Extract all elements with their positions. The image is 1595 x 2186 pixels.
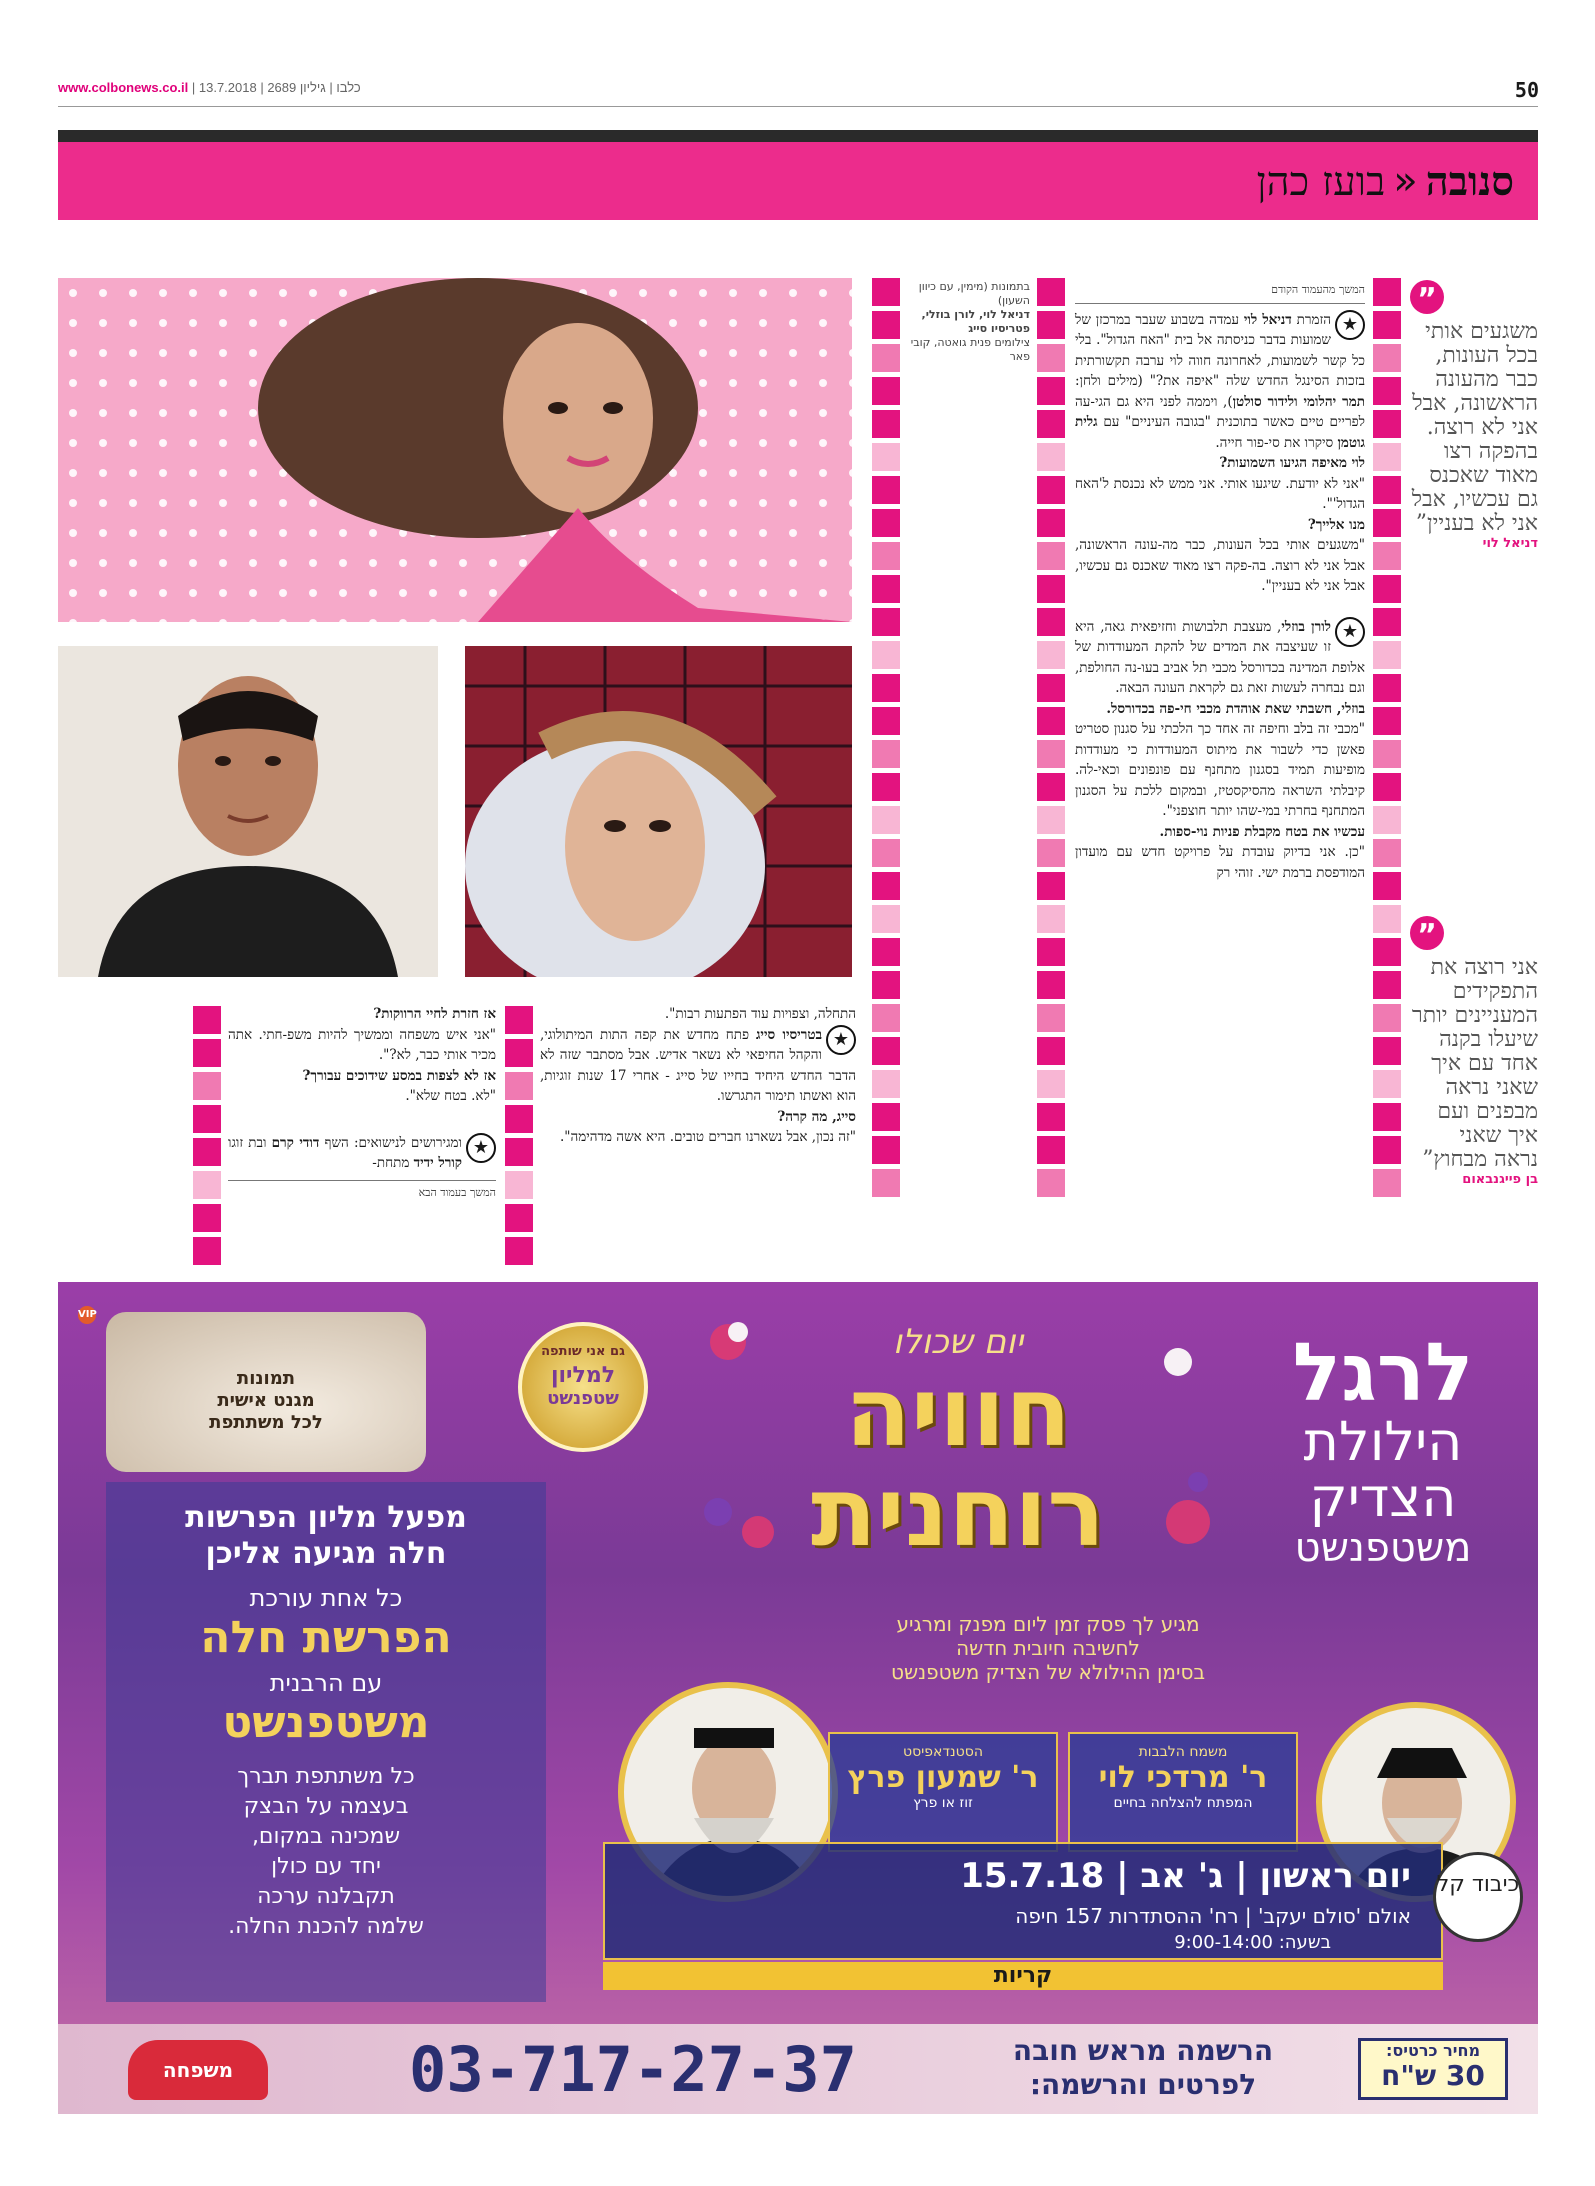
strip-marker — [193, 1237, 221, 1265]
strip-marker — [1373, 608, 1401, 636]
panel-line: עם הרבנית — [269, 1669, 383, 1697]
strip-marker — [1037, 1169, 1065, 1197]
ad-event-intro — [1258, 1326, 1508, 1571]
strip-marker — [872, 938, 900, 966]
vip-text: VIP — [78, 1306, 96, 1324]
panel-title: חלה מגיעה אליכן — [205, 1536, 447, 1571]
event-details-box — [603, 1842, 1443, 1960]
strip-marker — [872, 905, 900, 933]
strip-marker — [1373, 1136, 1401, 1164]
strip-marker — [872, 1070, 900, 1098]
quote-text: אני רוצה את התפקידים המעניינים יותר שיעלו בקנה אחד עם איך שאני נראה מבפנים ועם איך שאני נראה מבחוץ” — [1411, 955, 1538, 1172]
photo-illustration — [58, 646, 438, 977]
price-value: 30 ש"ח — [1381, 2059, 1485, 2092]
speaker-role: הסטנדאפיסט — [903, 1744, 983, 1760]
strip-marker — [1037, 938, 1065, 966]
panel-body-line: שמכינה במקום, — [251, 1824, 401, 1849]
panel-body-line: תקבלנה ערכה — [257, 1884, 395, 1909]
quote-text: משגעים אותי בכל העונות, כבר מהעונה הראשונה, אבל אני לא רוצה. בהפקה רצו מאוד שאכנס גם עכשיו, אבל אני לא בעניין” — [1411, 319, 1538, 536]
image-caption: מגנט אישית — [217, 1390, 315, 1411]
speaker-role: משמח הלבבות — [1138, 1744, 1228, 1760]
issue-number: גיליון 2689 — [267, 80, 326, 95]
strip-marker — [872, 971, 900, 999]
strip-marker — [1373, 1103, 1401, 1131]
strip-marker — [1373, 344, 1401, 372]
strip-marker — [1037, 443, 1065, 471]
paragraph-krem: ★ ומגירושים לנישואים: השף דודי קרם ובת זוגו קורל ידיד מתחת- — [228, 1133, 496, 1174]
strip-marker — [193, 1072, 221, 1100]
strip-marker — [1037, 806, 1065, 834]
strip-marker — [1037, 509, 1065, 537]
strip-marker — [1037, 641, 1065, 669]
strip-marker — [872, 839, 900, 867]
answer: "אני איש משפחה וממשיך להיות משפ-חתי. אתה מכיר אותי כבר, לא?". — [228, 1026, 496, 1063]
tagline-line: לחשיבה חיובית חדשה — [956, 1636, 1140, 1660]
ad-subtitle: הילולת — [1303, 1410, 1463, 1473]
strip-marker — [193, 1138, 221, 1166]
tagline-line: מגיע לך פסק זמן ליום מפנק ומרגיע — [896, 1612, 1200, 1636]
registration-line: הרשמה מראש חובה — [1012, 2034, 1274, 2067]
strip-marker — [193, 1006, 221, 1034]
strip-marker — [1373, 806, 1401, 834]
answer: התחלה, וצפויות עוד הפתעות רבות". — [664, 1006, 856, 1022]
section-banner — [58, 142, 1538, 220]
image-caption: לכל משתתפת — [209, 1412, 323, 1433]
photo-illustration — [465, 646, 852, 977]
strip-marker — [872, 707, 900, 735]
question: סייג, מה קרה? — [777, 1108, 856, 1125]
strip-marker — [872, 278, 900, 306]
strip-marker — [1037, 377, 1065, 405]
panel-title: מפעל מליון הפרשות — [185, 1500, 467, 1535]
panel-body-line: שלמה להכנת החלה. — [228, 1914, 424, 1939]
photo-patricio-saig — [58, 646, 438, 977]
strip-marker — [1037, 1037, 1065, 1065]
panel-line: כל אחת עורכת — [249, 1584, 403, 1612]
panel-body-line: יחד עם כולן — [271, 1854, 381, 1879]
strip-marker — [1037, 707, 1065, 735]
answer: "אני לא יודעת. שיגעו אותי. אני ממש לא נכנסת ל'האח הגדול'". — [1075, 475, 1365, 512]
photo-illustration — [58, 278, 852, 622]
vip-badge — [78, 1306, 100, 1327]
speaker-name: ר' מרדכי לוי — [1098, 1760, 1268, 1795]
strip-marker — [1037, 344, 1065, 372]
price-box — [1358, 2038, 1508, 2100]
panel-body-line: כל משתתפת תברך — [237, 1764, 415, 1789]
strip-marker — [1373, 1070, 1401, 1098]
strip-marker — [1373, 674, 1401, 702]
seal-text: שטפנשט — [547, 1388, 619, 1409]
strip-marker — [1373, 1004, 1401, 1032]
quote-mark-icon: ” — [1410, 916, 1444, 950]
strip-marker — [1373, 443, 1401, 471]
strip-marker — [1037, 542, 1065, 570]
strip-marker — [1373, 641, 1401, 669]
panel-highlight: הפרשת חלה — [200, 1612, 452, 1663]
event-venue: אולם 'סולם יעקב' | רח' ההסתדרות 157 חיפה — [1015, 1904, 1411, 1928]
answer: "כן. אני בדיוק עובדת על פרויקט חדש עם מועדון המודפסת ברמת ישי. זוהי רק — [1075, 844, 1365, 881]
article-column-3 — [228, 1004, 496, 1203]
strip-marker — [505, 1237, 533, 1265]
region-bar: קריות — [603, 1962, 1443, 1990]
speaker-name: ר' שמעון פרץ — [847, 1760, 1039, 1795]
question: מנו אלייך? — [1307, 516, 1365, 533]
strip-marker — [1373, 905, 1401, 933]
pink-strip-right — [1373, 278, 1401, 1202]
strip-marker — [872, 542, 900, 570]
pull-quote-2 — [1410, 916, 1538, 1187]
strip-marker — [505, 1105, 533, 1133]
panel-body — [106, 1762, 546, 1942]
strip-marker — [1373, 377, 1401, 405]
ad-day-label: יום שכולו — [892, 1322, 1024, 1362]
question: אז חזרת לחיי הרווקות? — [373, 1006, 496, 1022]
pink-strip-col2 — [505, 1006, 533, 1270]
strip-marker — [193, 1171, 221, 1199]
paragraph-levy: ★ הזמרת דניאל לוי עמדה בשבוע שעבר במרכזן של שמועות בדבר כניסתה אל בית "האח הגדול". בלי כל קשר לשמועות, לאחרונה חווה לוי ערבה תקשורתית בזכות הסינגל החדש שלה "איפה את?" (מילים ולחן: תמר יהלומי ולידור סולטן), ויממה לפני היא גם הגי-עה לפריים טיים כאשר בתוכנית "בגובה העיניים" עם גלית גוטמן סיקרו את סי-פור חייה. — [1075, 311, 1365, 451]
strip-marker — [872, 575, 900, 603]
image-caption: תמונות — [236, 1368, 296, 1389]
strip-marker — [505, 1072, 533, 1100]
advertisement — [58, 1282, 1538, 2114]
speaker1-card — [1068, 1732, 1298, 1852]
credits-line: צילומים פנית גואטה, קובי פאר — [910, 336, 1030, 363]
author-name: בועז כהן — [1256, 158, 1386, 205]
strip-marker — [1373, 476, 1401, 504]
answer: "משגעים אותי בכל העונות, כבר מה-עונה הראשונה, אבל אני לא רוצה. בה-פקה רצו מאוד שאכנס גם עכשיו, אבל אני לא בעניין". — [1075, 537, 1365, 594]
strip-marker — [1037, 575, 1065, 603]
credits-line: בתמונות (מימין, עם כיוון השעון) — [918, 280, 1030, 307]
strip-marker — [872, 1169, 900, 1197]
star-icon: ★ — [1335, 310, 1365, 340]
panel-body-line: בעצמה על הבצק — [243, 1794, 409, 1819]
site-url[interactable]: www.colbonews.co.il — [58, 80, 189, 95]
header-divider — [58, 106, 1538, 107]
strip-marker — [872, 1103, 900, 1131]
strip-marker — [505, 1039, 533, 1067]
strip-marker — [505, 1171, 533, 1199]
event-date: יום ראשון | ג' אב | 15.7.18 — [960, 1856, 1411, 1896]
answer: "זה נכון, אבל נשארנו חברים טובים. היא אשה מדהימה". — [559, 1129, 856, 1145]
strip-marker — [872, 344, 900, 372]
ad-seal — [518, 1322, 648, 1452]
article-column-1 — [1075, 280, 1365, 1240]
flour-image — [106, 1312, 426, 1472]
phone-number[interactable]: 03-717-27-37 — [409, 2033, 857, 2106]
strip-marker — [872, 641, 900, 669]
seal-text: גם אני שותפה — [541, 1344, 625, 1359]
star-icon: ★ — [466, 1133, 496, 1163]
credits-line: דניאל לוי, לורן בוזלי, פטריסיו סייג — [921, 308, 1030, 335]
question: בוזלי, חשבתי שאת אוהדת מכבי חי-פה בכדורסל. — [1106, 700, 1365, 717]
event-time: בשעה: 9:00-14:00 — [1174, 1932, 1331, 1953]
section-top-bar — [58, 130, 1538, 142]
strip-marker — [872, 311, 900, 339]
strip-marker — [1037, 839, 1065, 867]
strip-marker — [1037, 1103, 1065, 1131]
strip-marker — [1037, 872, 1065, 900]
speaker-sub: זוז או פרץ — [913, 1795, 973, 1811]
speaker-sub: המפתח להצלחה בחיים — [1113, 1795, 1253, 1811]
photo-daniel-levy — [58, 278, 852, 622]
strip-marker — [1037, 740, 1065, 768]
pink-strip-article — [1037, 278, 1065, 1202]
quote-attribution: דניאל לוי — [1482, 536, 1538, 551]
strip-marker — [1037, 674, 1065, 702]
quote-mark-icon: ” — [1410, 280, 1444, 314]
strip-marker — [505, 1204, 533, 1232]
strip-marker — [193, 1204, 221, 1232]
ad-title: לרגל — [1292, 1326, 1474, 1419]
strip-marker — [1373, 1169, 1401, 1197]
strip-marker — [872, 509, 900, 537]
page-number: 50 — [1514, 78, 1539, 102]
strip-marker — [1373, 707, 1401, 735]
registration-line: לפרטים והרשמה: — [1029, 2068, 1257, 2101]
pull-quote-1 — [1410, 280, 1538, 551]
logo: משפחה — [128, 2040, 268, 2100]
strip-marker — [872, 1037, 900, 1065]
strip-marker — [1373, 311, 1401, 339]
strip-marker — [1037, 1004, 1065, 1032]
speaker2-card — [828, 1732, 1058, 1852]
strip-marker — [1037, 971, 1065, 999]
ad-subtitle: משטפנשט — [1294, 1525, 1472, 1571]
strip-marker — [1373, 839, 1401, 867]
paragraph-saig: ★ בטריסיו סייג פתח מחדש את קפה התות המיתולוגי, והקהל החיפאי לא נשאר אדיש. אבל מסתבר שזה לא הדבר החדש היחיד בחייו של סייג - אחרי 17 שנות זוגיות, הוא ואשתו תימור התגרשו. — [540, 1026, 856, 1104]
strip-marker — [1037, 608, 1065, 636]
strip-marker — [1037, 410, 1065, 438]
strip-marker — [1373, 509, 1401, 537]
strip-marker — [505, 1006, 533, 1034]
strip-marker — [193, 1039, 221, 1067]
strip-marker — [872, 443, 900, 471]
strip-marker — [1373, 971, 1401, 999]
double-chevron-icon: « — [1393, 158, 1418, 204]
strip-marker — [1373, 1037, 1401, 1065]
strip-marker — [1037, 773, 1065, 801]
photo-lauren-bozli — [465, 646, 852, 977]
continued-from: המשך מהעמוד הקודם — [1075, 280, 1365, 304]
seal-text: למליון — [550, 1363, 616, 1388]
price-label: מחיר כרטיס: — [1385, 2041, 1481, 2060]
strip-marker — [872, 872, 900, 900]
site-header: www.colbonews.co.il | כלבו | גיליון 2689 | 13.7.2018 — [58, 80, 361, 95]
answer: "מכבי זה בלב וחיפה זה אחד כך הלכתי על סגנון סטריט פאשן כדי לשבור את מיתוס המעודדות כי מעודדות מופיעות תמיד בסגנון מתחנף עם פונפונים וכאי-לה. קיבלתי השראה מהסיקסטיז, ובמקום ללכת על הסגנון המתחנף בחרתי במי-שהו יותר חוצפני". — [1075, 721, 1365, 819]
pink-strip-photos — [872, 278, 900, 1202]
strip-marker — [1373, 872, 1401, 900]
registration-text — [948, 2034, 1338, 2102]
ad-subtitle: הצדיק — [1309, 1466, 1457, 1529]
ad-big-word: רוחנית — [810, 1456, 1106, 1568]
challah-panel — [106, 1482, 546, 2002]
ad-tagline — [838, 1612, 1258, 1684]
question: לוי מאיפה הגיעו השמועות? — [1219, 455, 1365, 471]
strip-marker — [872, 773, 900, 801]
strip-marker — [505, 1138, 533, 1166]
strip-marker — [1373, 938, 1401, 966]
question: עכשיו את בטח מקבלת פניות נוי-ספות. — [1159, 823, 1365, 840]
strip-marker — [872, 476, 900, 504]
article-column-2 — [540, 1004, 856, 1148]
strip-marker — [872, 1136, 900, 1164]
strip-marker — [872, 410, 900, 438]
strip-marker — [193, 1105, 221, 1133]
strip-marker — [872, 806, 900, 834]
strip-marker — [1373, 740, 1401, 768]
strip-marker — [872, 377, 900, 405]
strip-marker — [872, 1004, 900, 1032]
continued-to: המשך בעמוד הבא — [228, 1180, 496, 1204]
ad-big-word: חוויה — [844, 1356, 1072, 1468]
strip-marker — [1373, 773, 1401, 801]
strip-marker — [1373, 278, 1401, 306]
question: אז לא לצפות במסע שידוכים עבורך? — [302, 1067, 496, 1084]
quote-attribution: בן פייגנבאום — [1462, 1172, 1538, 1187]
strip-marker — [1373, 410, 1401, 438]
star-icon: ★ — [1335, 617, 1365, 647]
strip-marker — [1373, 575, 1401, 603]
brand-name: כלבו — [336, 80, 361, 95]
star-icon: ★ — [826, 1025, 856, 1055]
photo-credits — [910, 280, 1030, 364]
answer: "לא. בטח שלא". — [405, 1088, 496, 1104]
strip-marker — [1037, 278, 1065, 306]
strip-marker — [1037, 1136, 1065, 1164]
strip-marker — [1373, 542, 1401, 570]
issue-date: 13.7.2018 — [198, 80, 257, 95]
paragraph-bozli: ★ לורן בוזלי, מעצבת תלבושות וחזיפאית גאה, היא זו שעיצבה את המדים של להקת המעודדות של אלופת המדינה בכדורסל מכבי תל אביב בעו-נה החולפת, וגם נבחרה לעשות זאת גם לקראת העונה הבאה. — [1075, 618, 1365, 696]
strip-marker — [872, 608, 900, 636]
strip-marker — [1037, 1070, 1065, 1098]
strip-marker — [1037, 905, 1065, 933]
pink-strip-col3 — [193, 1006, 221, 1270]
strip-marker — [872, 740, 900, 768]
tagline-line: בסימן ההילולא של הצדיק משטפנשט — [890, 1660, 1206, 1684]
panel-highlight: משטפנשט — [222, 1697, 430, 1748]
strip-marker — [872, 674, 900, 702]
strip-marker — [1037, 476, 1065, 504]
section-title: סנובה — [1425, 157, 1514, 205]
refreshment-badge: כיבוד קל — [1433, 1852, 1523, 1942]
flower-decoration — [698, 1302, 1218, 1562]
strip-marker — [1037, 311, 1065, 339]
